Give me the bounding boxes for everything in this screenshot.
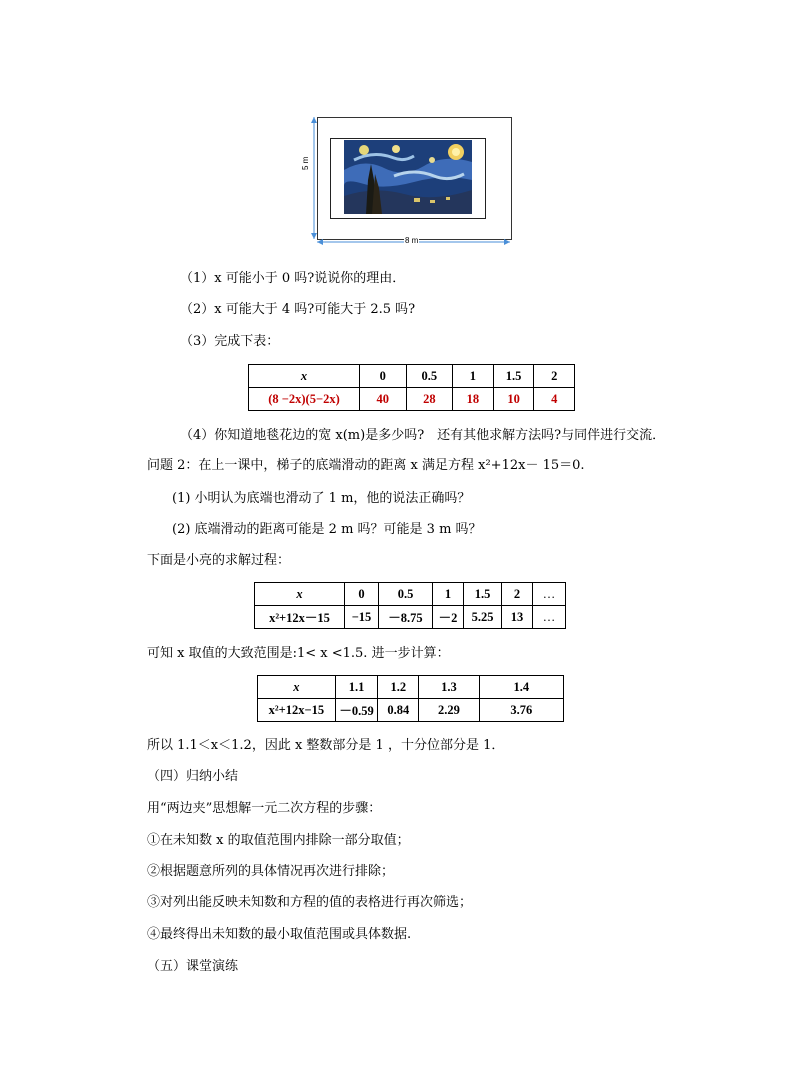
table-cell: 0.5 <box>379 583 433 606</box>
table-row-label: x²+12x－15 <box>255 606 345 629</box>
question-1: （1）x 可能小于 0 吗?说说你的理由． <box>180 271 406 286</box>
range-text: 可知 x 取值的大致范围是:1< x <1.5. 进一步计算： <box>147 646 450 661</box>
summary-heading: （四）归纳小结 <box>147 769 239 784</box>
width-label: 8 m <box>405 236 419 245</box>
table-cell: −15 <box>345 606 379 629</box>
table-cell: 1.2 <box>378 676 419 699</box>
table-header-x: x <box>258 676 336 699</box>
table-cell: 0 <box>345 583 379 606</box>
sub-question-2: (2) 底端滑动的距离可能是 2 m 吗？可能是 3 m 吗？ <box>172 522 482 537</box>
height-label: 5 m <box>301 156 310 170</box>
table-row <box>258 676 564 699</box>
table-cell: 1.5 <box>464 583 502 606</box>
table-cell: 2.29 <box>419 699 480 722</box>
table-cell: 0.84 <box>378 699 419 722</box>
table-cell: 3.76 <box>479 699 563 722</box>
table-cell: 1 <box>433 583 464 606</box>
table-cell: 0.5 <box>406 365 453 388</box>
table-row <box>255 606 566 629</box>
conclusion: 所以 1.1＜x＜1.2，因此 x 整数部分是 1 ，十分位部分是 1． <box>147 738 505 753</box>
table-cell: 40 <box>359 388 406 411</box>
table-row <box>255 583 566 606</box>
table-header-x: x <box>255 583 345 606</box>
step-3: ③对列出能反映未知数和方程的值的表格进行再次筛选； <box>147 895 473 910</box>
table-row-label: x²+12x−15 <box>258 699 336 722</box>
table-cell: －8.75 <box>379 606 433 629</box>
table-row <box>249 365 575 388</box>
table-cell: 10 <box>493 388 534 411</box>
table-cell: 2 <box>502 583 533 606</box>
question-3: （3）完成下表： <box>180 334 280 349</box>
step-2: ②根据题意所列的具体情况再次进行排除； <box>147 864 395 879</box>
question-2: （2）x 可能大于 4 吗?可能大于 2.5 吗? <box>180 302 416 317</box>
table-cell: 0 <box>359 365 406 388</box>
table-cell: 28 <box>406 388 453 411</box>
question-4: （4）你知道地毯花边的宽 x(m)是多少吗? 还有其他求解方法吗?与同伴进行交流． <box>180 428 666 443</box>
table-cell: … <box>533 583 566 606</box>
step-4: ④最终得出未知数的最小取值范围或具体数据. <box>147 927 412 942</box>
table-row <box>258 699 564 722</box>
table-cell: 1 <box>453 365 494 388</box>
table-cell: 1.5 <box>493 365 534 388</box>
table-cell: 4 <box>534 388 575 411</box>
problem-2: 问题 2：在上一课中，梯子的底端滑动的距离 x 满足方程 x²+12x－ 15＝0. <box>147 458 585 473</box>
table-cell: 5.25 <box>464 606 502 629</box>
table-cell: 1.3 <box>419 676 480 699</box>
table-header-x: x <box>249 365 360 388</box>
summary-intro: 用“两边夹”思想解一元二次方程的步骤： <box>147 801 382 816</box>
table-row-label: (8 −2x)(5−2x) <box>249 388 360 411</box>
table-cell: －2 <box>433 606 464 629</box>
table-cell: 1.1 <box>335 676 378 699</box>
table-cell: －0.59 <box>335 699 378 722</box>
step-1: ①在未知数 x 的取值范围内排除一部分取值； <box>147 833 410 848</box>
dimension-lines <box>304 114 516 248</box>
practice-heading: （五）课堂演练 <box>147 959 239 974</box>
table-cell: 1.4 <box>479 676 563 699</box>
table-1 <box>248 364 575 411</box>
sub-question-1: (1) 小明认为底端也滑动了 1 m，他的说法正确吗？ <box>172 491 471 506</box>
table-cell: 18 <box>453 388 494 411</box>
process-intro: 下面是小亮的求解过程： <box>147 553 291 568</box>
table-cell: 13 <box>502 606 533 629</box>
table-2 <box>254 582 566 629</box>
table-cell: 2 <box>534 365 575 388</box>
table-row <box>249 388 575 411</box>
table-3 <box>257 675 564 722</box>
table-cell: … <box>533 606 566 629</box>
